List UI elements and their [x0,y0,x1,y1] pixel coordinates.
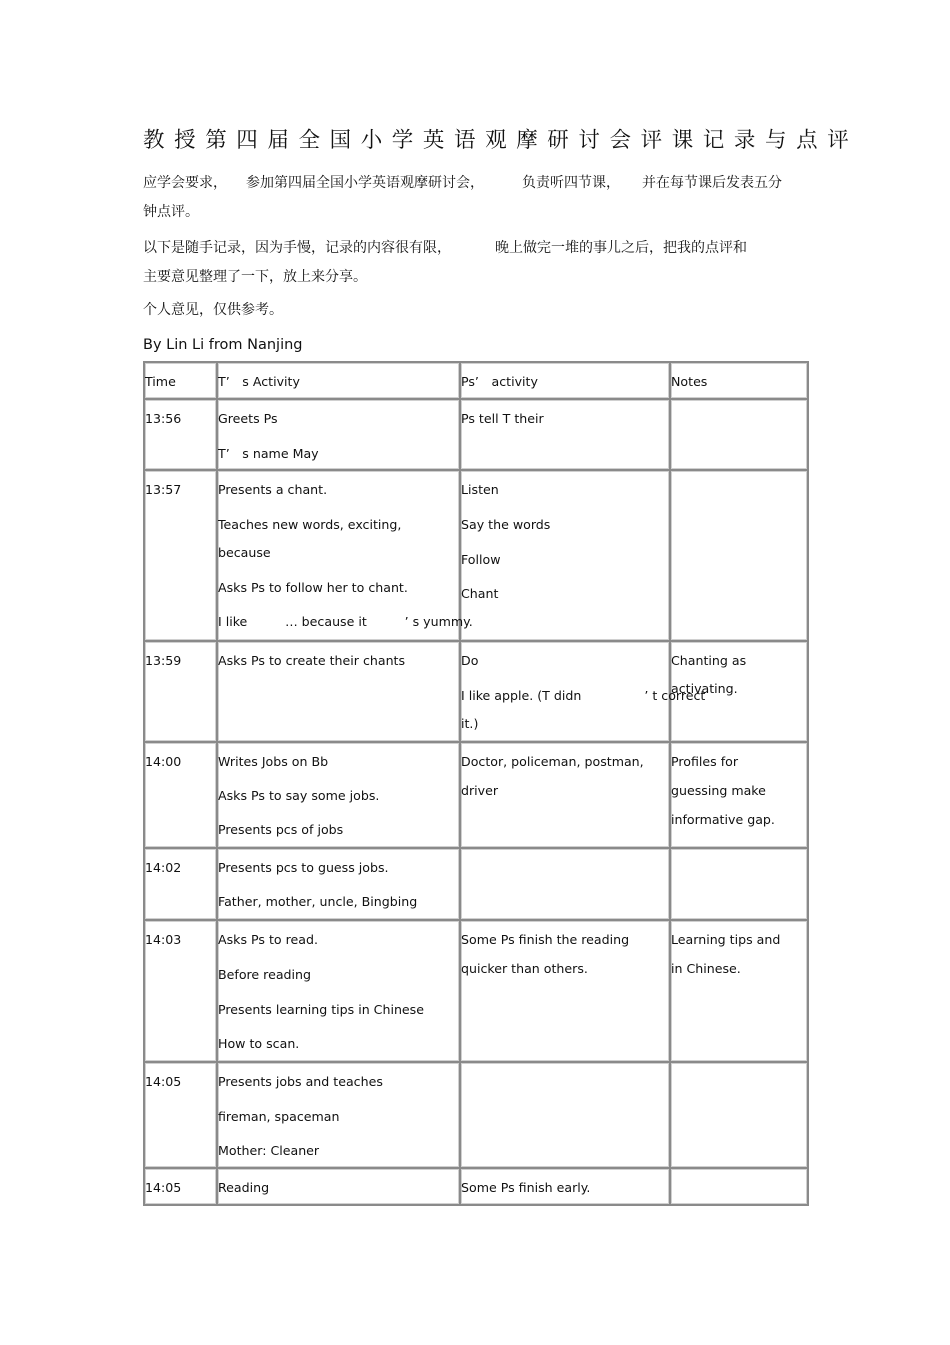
time-cell: 13:57 [144,470,217,641]
pupil-activity-cell: Some Ps finish early. [460,1168,670,1205]
notes-cell [670,399,808,470]
pupil-activity-cell: Doctor, policeman, postman, driver [460,742,670,848]
teacher-activity-cell: Presents pcs to guess jobs. Father, mother, uncle, Bingbing [217,848,460,920]
header-notes: Notes [670,362,808,399]
intro-paragraph-1 [143,169,782,227]
table-header-row [144,362,808,399]
header-time: Time [144,362,217,399]
time-cell: 13:59 [144,641,217,742]
time-cell: 14:05 [144,1168,217,1205]
time-cell: 14:00 [144,742,217,848]
lesson-record-table [143,361,809,1206]
byline: By Lin Li from Nanjing [143,337,303,353]
notes-cell [670,1168,808,1205]
table-row [144,1062,808,1168]
table-row [144,742,808,848]
pupil-activity-cell: Ps tell T their [460,399,670,470]
teacher-activity-cell: Asks Ps to create their chants [217,641,460,742]
intro-p1-part-4: 并在每节课后发表五分 [642,175,782,191]
intro-p1-part-2: 参加第四届全国小学英语观摩研讨会， [246,175,484,191]
teacher-activity-cell: Reading [217,1168,460,1205]
table-row [144,399,808,470]
teacher-activity-cell: Writes Jobs on Bb Asks Ps to say some jobs. Presents pcs of jobs [217,742,460,848]
intro-p1-part-3: 负责听四节课， [522,175,620,191]
time-cell: 14:03 [144,920,217,1062]
table-row [144,848,808,920]
time-cell: 14:02 [144,848,217,920]
intro-p2-continuation: 主要意见整理了一下，放上来分享。 [143,269,367,285]
notes-cell: Chanting as activating. [670,641,808,742]
intro-p2-part-2: 晚上做完一堆的事儿之后，把我的点评和 [495,240,747,256]
pupil-activity-cell [460,848,670,920]
time-cell: 14:05 [144,1062,217,1168]
notes-cell [670,470,808,641]
notes-cell [670,848,808,920]
table-row [144,641,808,742]
table-row [144,920,808,1062]
notes-cell: Learning tips and in Chinese. [670,920,808,1062]
intro-paragraph-2 [143,234,747,292]
pupil-activity-cell: Do I like apple. (T didn ’ t correct it.) [460,641,670,742]
table-row [144,1168,808,1205]
teacher-activity-cell: Asks Ps to read. Before reading Presents learning tips in Chinese How to scan. [217,920,460,1062]
intro-p1-continuation: 钟点评。 [143,204,199,220]
notes-cell: Profiles for guessing make informative gap. [670,742,808,848]
teacher-activity-cell: Greets Ps T’ s name May [217,399,460,470]
header-teacher-activity: T’ s Activity [217,362,460,399]
document-title: 教授第四届全国小学英语观摩研讨会评课记录与点评 [143,128,859,153]
pupil-activity-cell [460,1062,670,1168]
intro-p1-part-1: 应学会要求， [143,175,227,191]
teacher-activity-cell: Presents jobs and teaches fireman, spaceman Mother: Cleaner [217,1062,460,1168]
intro-paragraph-3: 个人意见，仅供参考。 [143,302,283,318]
intro-p2-part-1: 以下是随手记录，因为手慢，记录的内容很有限， [143,240,451,256]
notes-cell [670,1062,808,1168]
table-row [144,470,808,641]
header-pupil-activity: Ps’ activity [460,362,670,399]
time-cell: 13:56 [144,399,217,470]
pupil-activity-cell: Listen Say the words Follow Chant [460,470,670,641]
pupil-activity-cell: Some Ps finish the reading quicker than others. [460,920,670,1062]
teacher-activity-cell: Presents a chant. Teaches new words, exciting, because Asks Ps to follow her to chant. I like … because it ’ s yummy. [217,470,460,641]
